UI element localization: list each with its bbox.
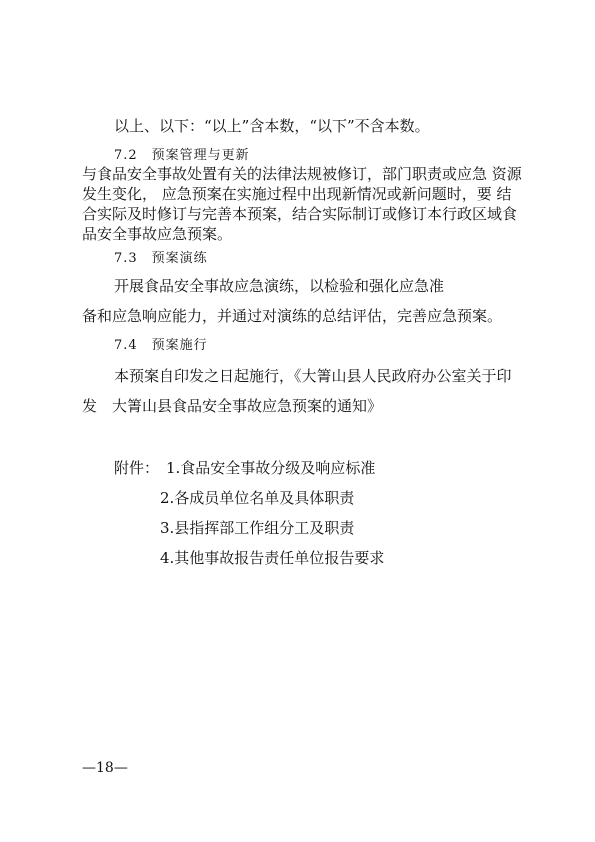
- attachment-item: 4.其他事故报告责任单位报告要求: [160, 549, 385, 567]
- section-7-2-line-2: 发生变化， 应急预案在实施过程中出现新情况或新问题时，要 结: [82, 185, 512, 203]
- section-7-3-heading: 7.3 预案演练: [114, 251, 208, 266]
- section-7-2-line-4: 品安全事故应急预案。: [82, 225, 233, 243]
- section-7-2-heading: 7.2 预案管理与更新: [114, 148, 250, 163]
- section-7-4-heading: 7.4 预案施行: [114, 338, 208, 353]
- section-7-4-line-2: 发 大箐山县食品安全事故应急预案的通知》: [82, 397, 383, 415]
- section-7-3-line-2: 备和应急响应能力，并通过对演练的总结评估，完善应急预案。: [82, 307, 503, 325]
- section-7-3-line-1: 开展食品安全事故应急演练，以检验和强化应急准: [114, 277, 445, 295]
- section-7-4-line-1: 本预案自印发之日起施行，《大箐山县人民政府办公室关于印: [114, 367, 512, 385]
- page-number: —18—: [82, 760, 128, 776]
- attachment-item: 2.各成员单位名单及具体职责: [160, 489, 355, 507]
- attachment-item: 3.县指挥部工作组分工及职责: [160, 519, 355, 537]
- section-7-2-line-3: 合实际及时修订与完善本预案，结合实际制订或修订本行政区域食: [82, 205, 518, 223]
- attachment-item: 1.食品安全事故分级及响应标准: [166, 459, 376, 477]
- attachments-label: 附件：: [114, 459, 160, 477]
- section-7-2-line-1: 与食品安全事故处置有关的法律法规被修订，部门职责或应急 资源: [82, 165, 522, 183]
- definition-paragraph: 以上、以下：“以上”含本数，“以下”不含本数。: [114, 117, 430, 135]
